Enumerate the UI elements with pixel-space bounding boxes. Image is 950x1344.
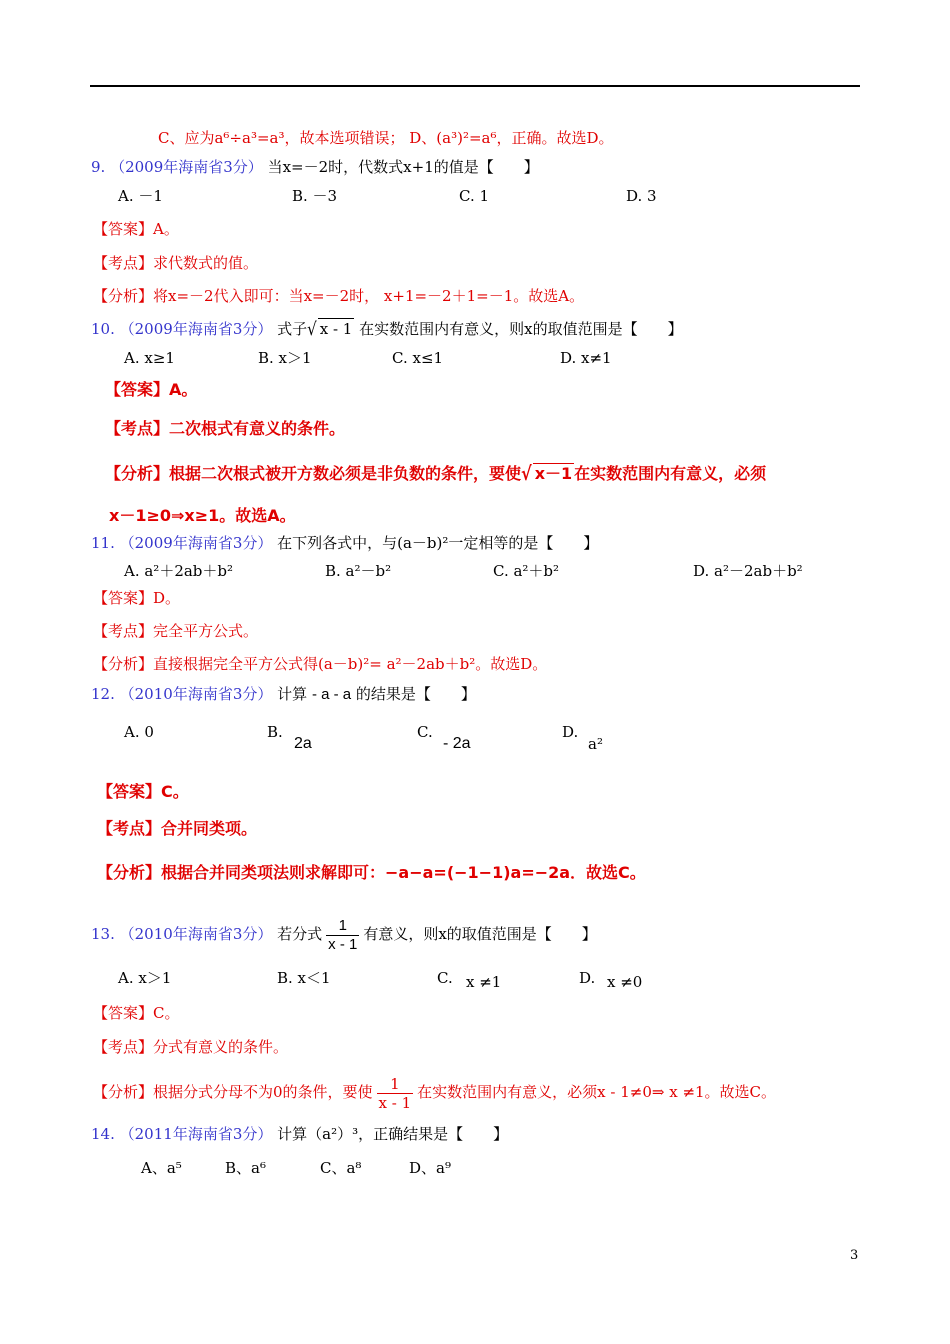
option-d-value: x ≠0	[607, 973, 643, 991]
expression: - a - a	[311, 686, 352, 703]
question-number: 13.	[91, 925, 115, 943]
question-source: （2009年海南省3分）	[110, 158, 263, 176]
prev-analysis-continuation: C、应为a⁶÷a³=a³，故本选项错误； D、(a³)²=a⁶，正确。故选D。	[158, 129, 614, 147]
option-d: D. a²－2ab＋b²	[693, 562, 803, 580]
fraction	[326, 917, 359, 954]
question-stem-pre: 式子	[277, 320, 308, 338]
question-stem: 当x=－2时，代数式x+1的值是【 】	[267, 158, 539, 176]
analysis-line-2: x－1≥0⇒x≥1。故选A。	[109, 506, 296, 525]
option-a: A. x＞1	[118, 969, 172, 987]
topic: 【考点】合并同类项。	[97, 819, 258, 838]
radicand: x - 1	[319, 320, 353, 338]
analysis-post: 在实数范围内有意义，必须x - 1≠0⇒ x ≠1。故选C。	[417, 1083, 777, 1101]
option-b: B. －3	[292, 187, 338, 205]
question-number: 12.	[91, 685, 115, 703]
question-source: （2010年海南省3分）	[119, 925, 273, 943]
analysis	[105, 463, 766, 484]
answer: 【答案】A。	[93, 220, 179, 238]
option-d-value: a²	[588, 735, 603, 753]
topic: 【考点】完全平方公式。	[93, 622, 259, 640]
option-c: C、a⁸	[320, 1159, 362, 1177]
question-number: 14.	[91, 1125, 115, 1143]
option-b: B、a⁶	[225, 1159, 266, 1177]
question-number: 9.	[91, 158, 106, 176]
question-stem-post: 有意义，则x的取值范围是【 】	[363, 925, 597, 943]
fraction-numerator: 1	[390, 1074, 400, 1093]
question-source: （2011年海南省3分）	[119, 1125, 273, 1143]
question-stem-pre: 计算	[277, 685, 308, 703]
topic: 【考点】分式有意义的条件。	[93, 1038, 289, 1056]
page-number: 3	[850, 1248, 859, 1263]
topic: 【考点】二次根式有意义的条件。	[105, 419, 346, 438]
option-b: B. a²－b²	[325, 562, 392, 580]
option-d-label: D.	[562, 723, 579, 741]
option-b-label: B.	[267, 723, 283, 741]
question-source: （2009年海南省3分）	[119, 534, 273, 552]
option-a: A. x≥1	[124, 349, 175, 367]
question-number: 10.	[91, 320, 115, 338]
option-a: A. 0	[124, 723, 154, 741]
question-14	[91, 1124, 508, 1144]
analysis-radicand: x－1	[534, 464, 573, 483]
option-b: B. x＜1	[277, 969, 331, 987]
question-9	[91, 157, 539, 177]
question-stem-post: 的结果是【 】	[355, 685, 476, 703]
topic: 【考点】求代数式的值。	[93, 254, 259, 272]
question-stem-pre: 若分式	[277, 925, 323, 943]
analysis	[93, 1070, 776, 1114]
option-a: A、a⁵	[141, 1159, 182, 1177]
option-d: D、a⁹	[409, 1159, 451, 1177]
option-d: D. 3	[626, 187, 657, 205]
analysis: 【分析】直接根据完全平方公式得(a－b)²= a²－2ab＋b²。故选D。	[93, 655, 548, 673]
option-c-value: x ≠1	[466, 973, 502, 991]
question-13	[91, 912, 597, 956]
answer: 【答案】C。	[93, 1004, 180, 1022]
question-stem: 在下列各式中，与(a－b)²一定相等的是【 】	[277, 534, 599, 552]
option-c: C. 1	[459, 187, 490, 205]
fraction-denominator: x - 1	[328, 935, 358, 953]
question-source: （2009年海南省3分）	[119, 320, 273, 338]
fraction-denominator: x - 1	[378, 1093, 412, 1112]
analysis-pre: 【分析】根据二次根式被开方数必须是非负数的条件，要使	[105, 464, 522, 483]
option-d: D. x≠1	[560, 349, 612, 367]
option-c: C. a²＋b²	[493, 562, 560, 580]
option-c-label: C.	[417, 723, 433, 741]
sqrt-sign: √	[307, 318, 317, 340]
analysis: 【分析】根据合并同类项法则求解即可：−a−a=(−1−1)a=−2a．故选C。	[97, 863, 646, 882]
question-12	[91, 684, 476, 705]
analysis-post: 在实数范围内有意义，必须	[574, 464, 767, 483]
option-a: A. －1	[118, 187, 163, 205]
option-b: B. x＞1	[258, 349, 312, 367]
analysis-fraction	[377, 1075, 414, 1112]
question-10	[91, 318, 683, 339]
answer: 【答案】D。	[93, 589, 181, 607]
header-rule	[90, 85, 860, 87]
analysis: 【分析】将x=－2代入即可：当x=－2时， x+1=－2＋1=－1。故选A。	[93, 287, 585, 305]
option-d-label: D.	[579, 969, 596, 987]
fraction-numerator: 1	[338, 916, 347, 934]
answer: 【答案】A。	[105, 380, 198, 399]
option-c-value: - 2a	[443, 735, 471, 752]
question-11	[91, 533, 598, 553]
option-a: A. a²＋2ab＋b²	[124, 562, 234, 580]
option-c-label: C.	[437, 969, 453, 987]
option-b-value: 2a	[294, 735, 312, 752]
sqrt-sign: √	[521, 462, 532, 485]
question-stem: 计算（a²）³，正确结果是【 】	[277, 1125, 509, 1143]
answer: 【答案】C。	[97, 782, 189, 801]
analysis-pre: 【分析】根据分式分母不为0的条件，要使	[93, 1083, 373, 1101]
question-source: （2010年海南省3分）	[119, 685, 273, 703]
question-stem-post: 在实数范围内有意义，则x的取值范围是【 】	[359, 320, 683, 338]
option-c: C. x≤1	[392, 349, 444, 367]
question-number: 11.	[91, 534, 115, 552]
